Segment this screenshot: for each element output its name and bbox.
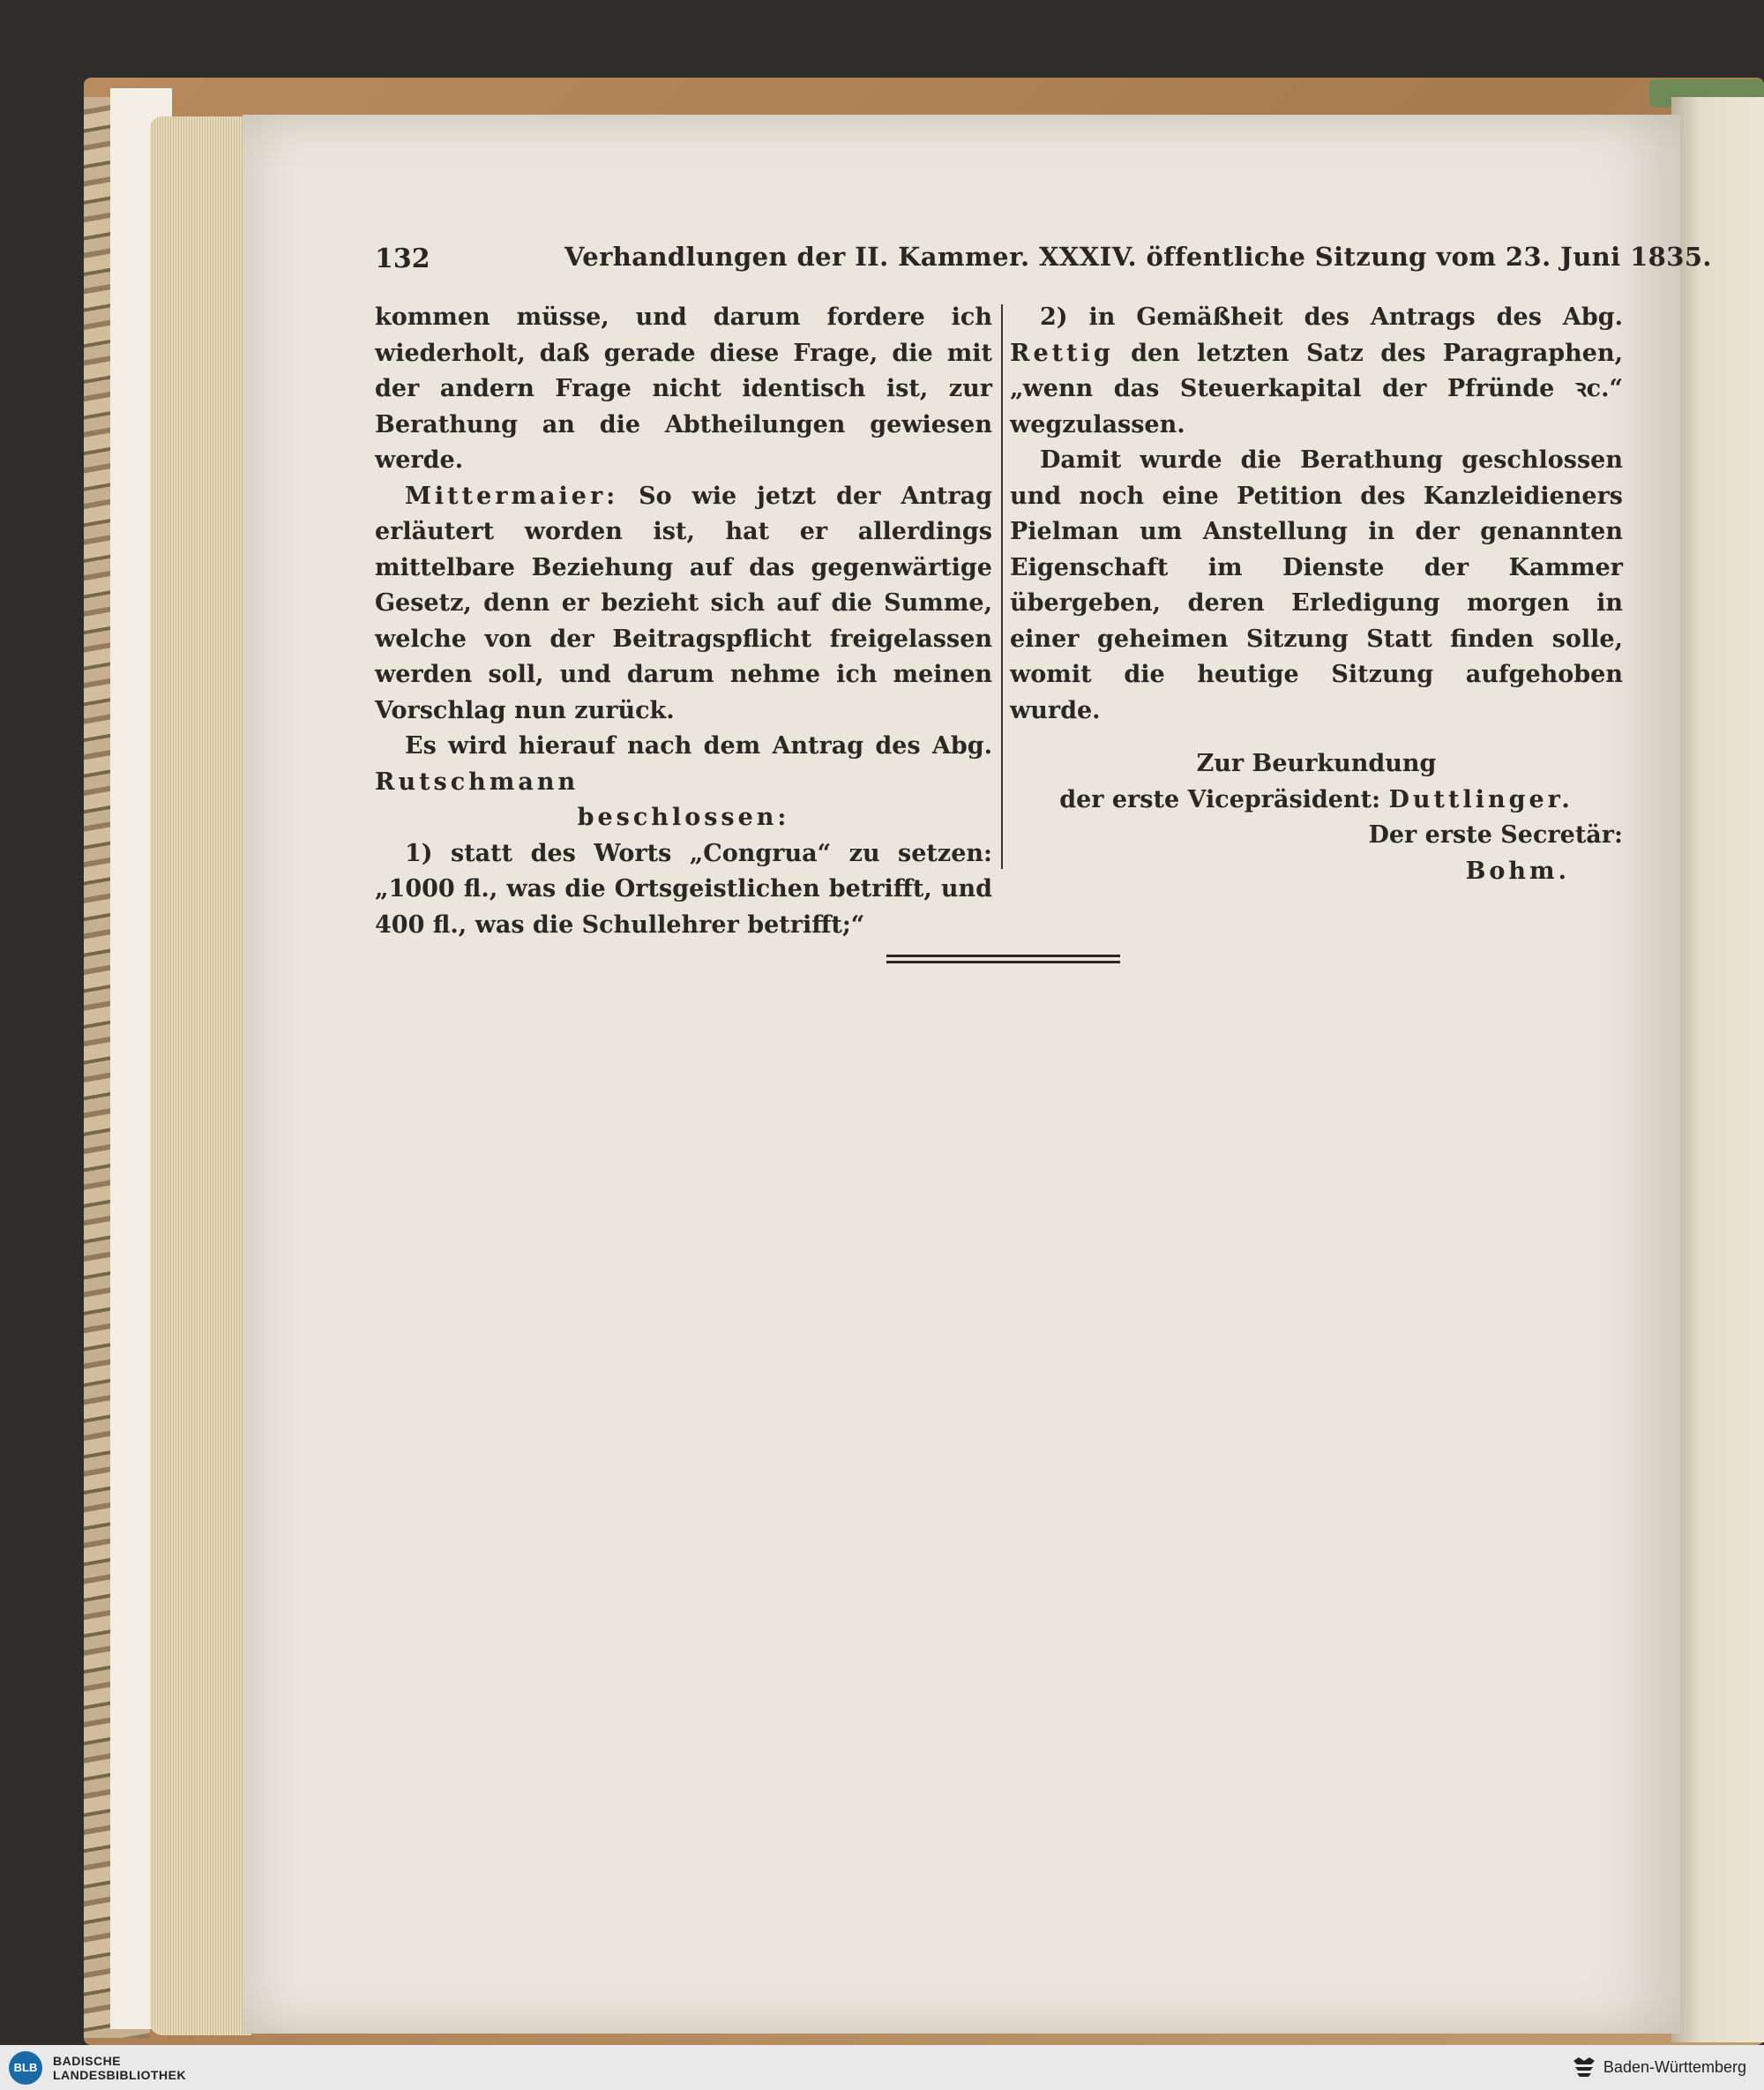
running-head: Verhandlungen der II. Kammer. XXXIV. öffentliche Sitzung vom 23. Juni 1835. <box>564 242 1712 272</box>
page-number: 132 <box>375 243 430 274</box>
signature-label: der erste Vicepräsident: <box>1059 785 1389 813</box>
book-page <box>243 115 1712 2034</box>
signature-name: Duttlinger. <box>1388 785 1573 813</box>
facing-page <box>1671 97 1764 2042</box>
paragraph-text: So wie jetzt der Antrag erläutert worden ist, hat er allerdings mittelbare Beziehung auf das gegenwärtige Gesetz, denn er bezieht sich auf die Summe, welche von der Beitragspflicht freigelassen werden soll, und darum nehme ich meinen Vorschlag nun zurück. <box>375 482 992 724</box>
resolution-item-2 <box>1010 300 1623 443</box>
rule-line <box>886 955 1120 957</box>
paragraph: kommen müsse, und darum fordere ich wiederholt, daß gerade diese Frage, die mit der andern Frage nicht identisch ist, zur Berathung an die Abtheilungen gewiesen werde. <box>375 303 992 474</box>
state-logo[interactable] <box>1572 2056 1746 2079</box>
speaker-name: Mittermaier: <box>405 482 619 510</box>
paragraph-text: Es wird hierauf nach dem Antrag des Abg. <box>405 732 992 760</box>
deputy-name: Rettig <box>1010 339 1114 367</box>
paragraph-text: 2) in Gemäßheit des Antrags des Abg. <box>1040 303 1623 331</box>
resolution-item-1: 1) statt des Worts „Congrua“ zu setzen: „1000 fl., was die Ortsgeistlichen betrifft, und 400 fl., was die Schullehrer betrifft;“ <box>375 839 992 939</box>
paragraph-resolution <box>375 729 992 800</box>
blb-logo-icon[interactable]: BLB <box>9 2051 42 2085</box>
signature-heading: Zur Beurkundung <box>1196 750 1437 777</box>
end-rule <box>886 955 1120 967</box>
right-column <box>1010 300 1623 889</box>
library-line-2: LANDESBIBLIOTHEK <box>53 2067 187 2082</box>
page-stack-edge <box>150 116 251 2035</box>
signature-secretary-label: Der erste Secretär: <box>1368 821 1623 849</box>
signature-secretary-name: Bohm. <box>1465 857 1570 885</box>
footer-bar <box>0 2045 1764 2090</box>
paragraph-mittermaier <box>375 479 992 730</box>
library-line-1: BADISCHE <box>53 2053 122 2068</box>
state-name: Baden-Württemberg <box>1603 2057 1746 2076</box>
left-column <box>375 300 992 943</box>
paragraph-text: den letzten Satz des Paragraphen, „wenn das Steuerkapital der Pfründe ꝛc.“ wegzulassen. <box>1010 339 1623 438</box>
column-divider <box>1001 304 1003 869</box>
signature-vicepresident <box>1010 783 1623 819</box>
resolution-heading: beschlossen: <box>577 804 790 831</box>
rule-line <box>886 961 1120 963</box>
library-name[interactable] <box>53 2054 186 2082</box>
paragraph-closing: Damit wurde die Berathung geschlossen und noch eine Petition des Kanzleidieners Pielman um Anstellung in der genannten Eigenschaft im Dienste der Kammer übergeben, deren Erledigung morgen in einer geheimen Sitzung Statt finden solle, womit die heutige Sitzung aufgehoben wurde. <box>1010 446 1623 724</box>
state-crest-icon <box>1572 2056 1596 2079</box>
deputy-name: Rutschmann <box>375 768 579 796</box>
